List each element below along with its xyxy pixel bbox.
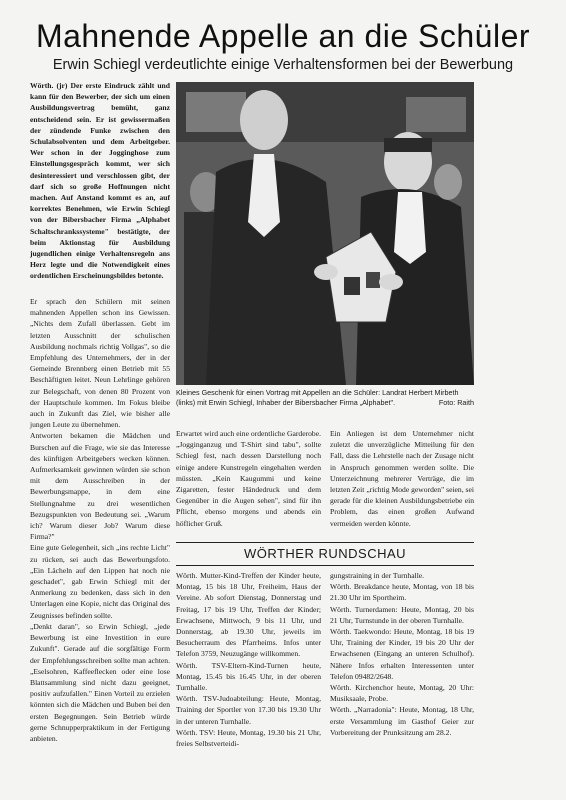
article-body-column-2: Erwartet wird auch eine ordentliche Garderobe. „Jogginganzug und T-Shirt sind tabu", sollte Schiegl fest, nach dessen Darstellung noch einige andere Kunstregeln eingehalten werden müssten. „Kein Kaugummi und keine Zigaretten, fester Händedruck und dem Gegenüber in die Augen sehen", sind für ihn Pflicht, ebenso morgens und abends ein höflicher Gruß. (176, 429, 321, 528)
rundschau-column-right: gungstraining in der Turnhalle. Wörth. Breakdance heute, Montag, von 18 bis 21.30 Uhr im Sportheim. Wörth. Turnerdamen: Heute, Montag, 20 bis 21 Uhr, Turnstunde in der oberen Turnhalle. Wörth. Taekwondo: Heute, Montag, 18 bis 19 Uhr, Training der Kinder, 19 bis 20 Uhr der Erwachsenen (Eingang an unteren Schulhof). Nähere Infos erhalten Interessenten unter Telefon 09482/2648. Wörth. Kirchenchor heute, Montag, 20 Uhr: Musiksaale, Probe. Wörth. „Narradonia": Heute, Montag, 18 Uhr, erste Versammlung im Gasthof Geier zur Vorbereitung der Prunksitzung am 28.2. (330, 571, 474, 737)
article-subheadline: Erwin Schiegl verdeutlichte einige Verhaltensformen bei der Bewerbung (52, 57, 514, 73)
photo-caption-text: Kleines Geschenk für einen Vortrag mit Appellen an die Schüler: Landrat Herbert Mirbeth (links) mit Erwin Schiegl, Inhaber der Bibersbacher Firma „Alphabet". (176, 388, 459, 408)
photo-scene (176, 82, 474, 385)
rundschau-column-left: Wörth. Mutter-Kind-Treffen der Kinder heute, Montag, 15 bis 18 Uhr, Freiheim, Haus der Vereine. Ab sofort Dienstag, Donnerstag und Freitag, 17 bis 19 Uhr, Treffen der Kinder; Erwachsene, Mittwoch, 9 bis 11 Uhr, und Donnerstag, ab 19.30 Uhr, jeweils im Besucherraum des Pfarrheims. Infos unter Telefon 3759, Neuzugänge willkommen. Wörth. TSV-Eltern-Kind-Turnen heute, Montag, 15.45 bis 16.45 Uhr, in der oberen Turnhalle. Wörth. TSV-Judoabteilung: Heute, Montag, Training der Sportler von 17.30 bis 19.30 Uhr in der unteren Turnhalle. Wörth. TSV: Heute, Montag, 19.30 bis 21 Uhr, freies Selbstverteidi- (176, 571, 321, 749)
rundschau-rule-top (176, 542, 474, 543)
photo-credit: Foto: Raith (438, 398, 474, 408)
article-photo (176, 82, 474, 385)
article-lead-paragraph: Wörth. (jr) Der erste Eindruck zählt und kann für den Bewerber, der sich um einen Ausbildungsvertrag bemüht, ganz entscheidend sein. Er ist gewissermaßen der zündende Funke zwischen den Schulabsolventen und dem Arbeitgeber. Wer schon in der Jogginghose zum Einstellungsgespräch kommt, wer sich desinteressiert und verschlossen gibt, der darf sich so große Hoffnungen nicht machen. Auf Anstand kommt es an, auf korrektes Benehmen, wie Erwin Schiegl von der Bibersbacher Firma „Alphabet Schaltschrankssysteme" bestätigte, der beim Aktionstag für Ausbildung jugendlichen einige Verhaltensregeln ans Herz legte und die Notwendigkeit eines ordentlichen Erscheinungsbildes betonte. (30, 81, 170, 281)
article-body-column-3: Ein Anliegen ist dem Unternehmer nicht zuletzt die unverzügliche Mitteilung für den Fall, dass die Lehrstelle nach der Zusage nicht in Anspruch genommen werden sollte. Die Unterzeichnung mehrerer Verträge, die im letzten Zeit „richtig Mode geworden" seien, sei gerade für die kleinen Ausbildungsbetriebe ein Problem, das einen großen Aufwand vermeiden werden könnte. (330, 429, 474, 528)
rundschau-title: WÖRTHER RUNDSCHAU (243, 546, 407, 561)
rundschau-rule-bottom (176, 565, 474, 566)
article-body-column-1: Er sprach den Schülern mit seinen mahnenden Appellen schon ins Gewissen. „Nichts dem Zufall überlassen. Gebt im letzten Ausschnitt der schulischen Ausbildung nochmals richtig Vollgas", so die Empfehlung des Unternehmers, der in der Gemeinde Brennberg einen Betrieb mit 55 Beschäftigten leitet. Neun Lehrlinge gehören zur Belegschaft, von denen 80 Prozent von der Hauptschule kommen. Im Fokus bleibe auch in Zukunft das Ziel, wie bisher alle jungen Leute zu übernehmen. Antworten bekamen die Mädchen und Burschen auf die Frage, wie sie das Interesse des künftigen Arbeitgebers wecken können. Aufmerksamkeit gewinnen würden sie schon mit dem Ausschreiben in der Bewerbungsmappe, in dem eine Stellungnahme zu drei wesentlichen Bezugspunkten von Bedeutung sei. „Warum ich? Warum dieser Job? Warum diese Firma?" Eine gute Gelegenheit, sich „ins rechte Licht" zu rücken, sei auch das Bewerbungsfoto. „Ein Lächeln auf den Lippen hat noch nie geschadet", gab Erwin Schiegl mit der Anmerkung zu bedenken, dass sich in den Unterlagen eine Kopie, nicht das Original des Zeugnisses befinden sollte. „Denkt daran", so Erwin Schiegl, „jede Bewerbung ist eine Investition in eure Zukunft". Gerade auf die sorgfältige Form der Empfehlungsschreiben sollte man achten. „Eselsohren, Kaffeeflecken oder eine lose Blattsammlung sind nicht dazu geeignet, positiv aufzufallen." Einen Vorteil zu erzielen könnten sich die Mädchen und Buben bei den ersten Begegnungen. Sein Betrieb würde gerne Schnupperpraktikum in der Fertigung anbieten. (30, 297, 170, 743)
photo-caption (176, 388, 474, 409)
article-headline: Mahnende Appelle an die Schüler (35, 18, 531, 54)
